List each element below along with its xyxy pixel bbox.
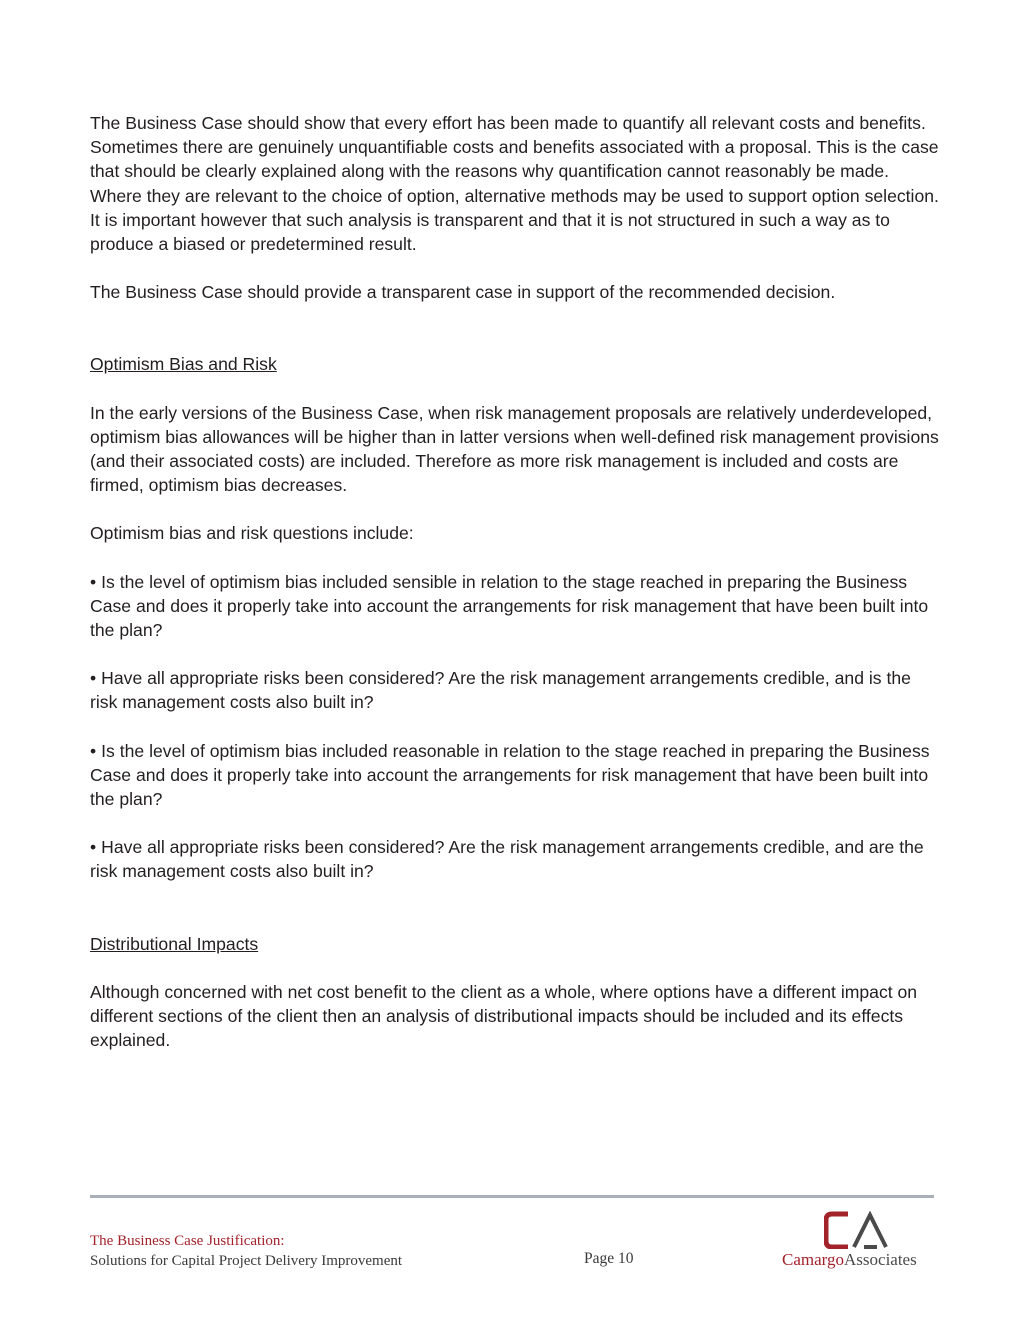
bullet-text: Is the level of optimism bias included reasonable in relation to the stage reached in preparing the Business Case and does it properly take into account the arrangements for risk management that have been built into the plan? xyxy=(90,740,930,810)
brand-name-part1: Camargo xyxy=(782,1250,845,1269)
brand-name-part2: Associates xyxy=(844,1250,917,1269)
bullet-item xyxy=(90,666,940,714)
bullet-text: Have all appropriate risks been considered? Are the risk management arrangements credible, and are the risk management costs also built in? xyxy=(90,837,924,882)
footer-divider xyxy=(90,1195,934,1198)
section-heading-distributional-impacts: Distributional Impacts xyxy=(90,933,259,954)
paragraph: Optimism bias and risk questions include: xyxy=(90,523,414,544)
document-body xyxy=(90,111,940,1052)
paragraph: In the early versions of the Business Case, when risk management proposals are relatively underdeveloped, optimism bias allowances will be higher than in latter versions when well-defined risk management provisions (and their associated costs) are included. Therefore as more risk management is included and costs are firmed, optimism bias decreases. xyxy=(90,402,939,496)
bullet-marker: • xyxy=(90,837,97,858)
brand-name xyxy=(782,1250,917,1270)
camargo-logo-icon xyxy=(824,1211,894,1249)
bullet-item xyxy=(90,835,940,883)
bullet-marker: • xyxy=(90,571,97,592)
bullet-item xyxy=(90,739,940,812)
bullet-marker: • xyxy=(90,668,97,689)
footer-title xyxy=(90,1231,402,1271)
bullet-marker: • xyxy=(90,740,97,761)
paragraph: The Business Case should provide a transparent case in support of the recommended decision. xyxy=(90,282,836,303)
bullet-item xyxy=(90,570,940,643)
paragraph: Although concerned with net cost benefit to the client as a whole, where options have a different impact on different sections of the client then an analysis of distributional impacts should be included and its effects explained. xyxy=(90,981,918,1051)
bullet-text: Have all appropriate risks been considered? Are the risk management arrangements credible, and is the risk management costs also built in? xyxy=(90,668,911,713)
page-number: Page 10 xyxy=(584,1250,634,1267)
bullet-text: Is the level of optimism bias included sensible in relation to the stage reached in preparing the Business Case and does it properly take into account the arrangements for risk management that have been built into the plan? xyxy=(90,571,929,641)
footer-title-line2: Solutions for Capital Project Delivery Improvement xyxy=(90,1253,403,1269)
footer-title-line1: The Business Case Justification: xyxy=(90,1233,285,1249)
paragraph: The Business Case should show that every effort has been made to quantify all relevant costs and benefits. Sometimes there are genuinely unquantifiable costs and benefits associated with a proposal. This is the case that should be clearly explained along with the reasons why quantification cannot reasonably be made. Where they are relevant to the choice of option, alternative methods may be used to support option selection. It is important however that such analysis is transparent and that it is not structured in such a way as to produce a biased or predetermined result. xyxy=(90,113,939,255)
section-heading-optimism-bias: Optimism Bias and Risk xyxy=(90,354,277,375)
